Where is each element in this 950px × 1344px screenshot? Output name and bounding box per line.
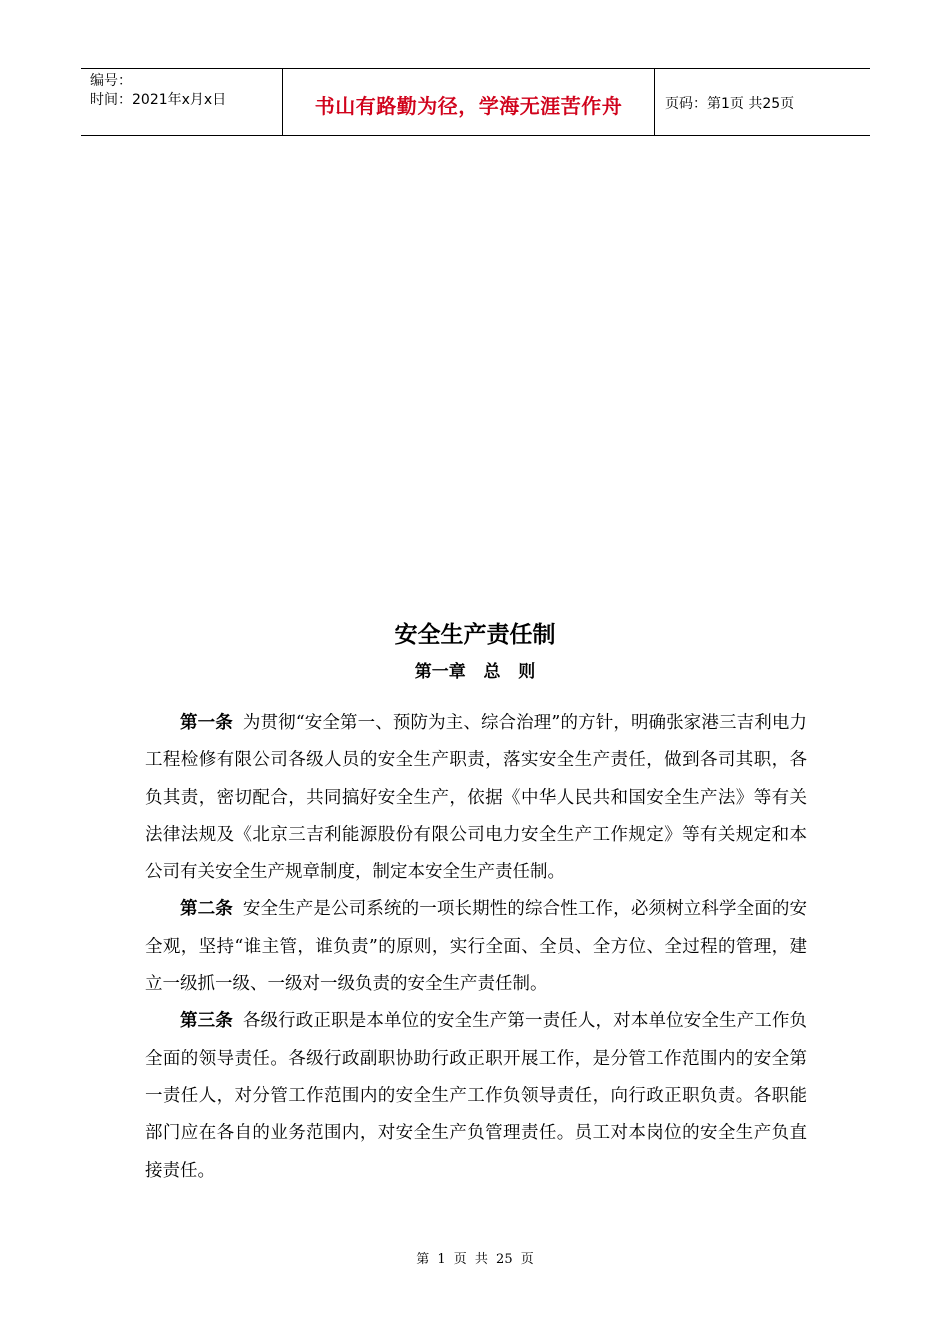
article-paragraph	[145, 705, 807, 891]
article-text: 各级行政正职是本单位的安全生产第一责任人，对本单位安全生产工作负全面的领导责任。各级行政副职协助行政正职开展工作，是分管工作范围内的安全第一责任人，对分管工作范围内的安全生产工作负领导责任，向行政正职负责。各职能部门应在各自的业务范围内，对安全生产负管理责任。员工对本岗位的安全生产负直接责任。	[145, 1011, 808, 1181]
article-number: 第三条	[180, 1011, 233, 1032]
document-header	[81, 68, 870, 136]
chapter-heading: 第一章 总 则	[414, 662, 536, 682]
header-motto: 书山有路勤为径，学海无涯苦作舟	[314, 93, 623, 118]
document-time-label: 时间：2021年x月x日	[90, 92, 227, 108]
article-paragraph	[145, 891, 807, 1003]
header-page-info: 页码：第1页 共25页	[665, 96, 795, 112]
header-motto-cell	[283, 69, 655, 135]
page-footer: 第 1 页 共 25 页	[416, 1252, 534, 1267]
header-meta-cell	[81, 69, 283, 135]
article-paragraph	[145, 1003, 807, 1189]
document-number-label: 编号：	[90, 73, 132, 89]
header-page-cell	[655, 69, 870, 135]
article-number: 第二条	[180, 899, 233, 920]
document-title: 安全生产责任制	[394, 622, 556, 648]
article-number: 第一条	[180, 713, 233, 733]
article-text: 为贯彻“安全第一、预防为主、综合治理”的方针，明确张家港三吉利电力工程检修有限公司各级人员的安全生产职责，落实安全生产责任，做到各司其职，各负其责，密切配合，共同搞好安全生产，依据《中华人民共和国安全生产法》等有关法律法规及《北京三吉利能源股份有限公司电力安全生产工作规定》等有关规定和本公司有关安全生产规章制度，制定本安全生产责任制。	[145, 713, 807, 883]
document-body	[145, 705, 807, 1190]
article-text: 安全生产是公司系统的一项长期性的综合性工作，必须树立科学全面的安全观，坚持“谁主管，谁负责”的原则，实行全面、全员、全方位、全过程的管理，建立一级抓一级、一级对一级负责的安全生产责任制。	[145, 899, 808, 995]
